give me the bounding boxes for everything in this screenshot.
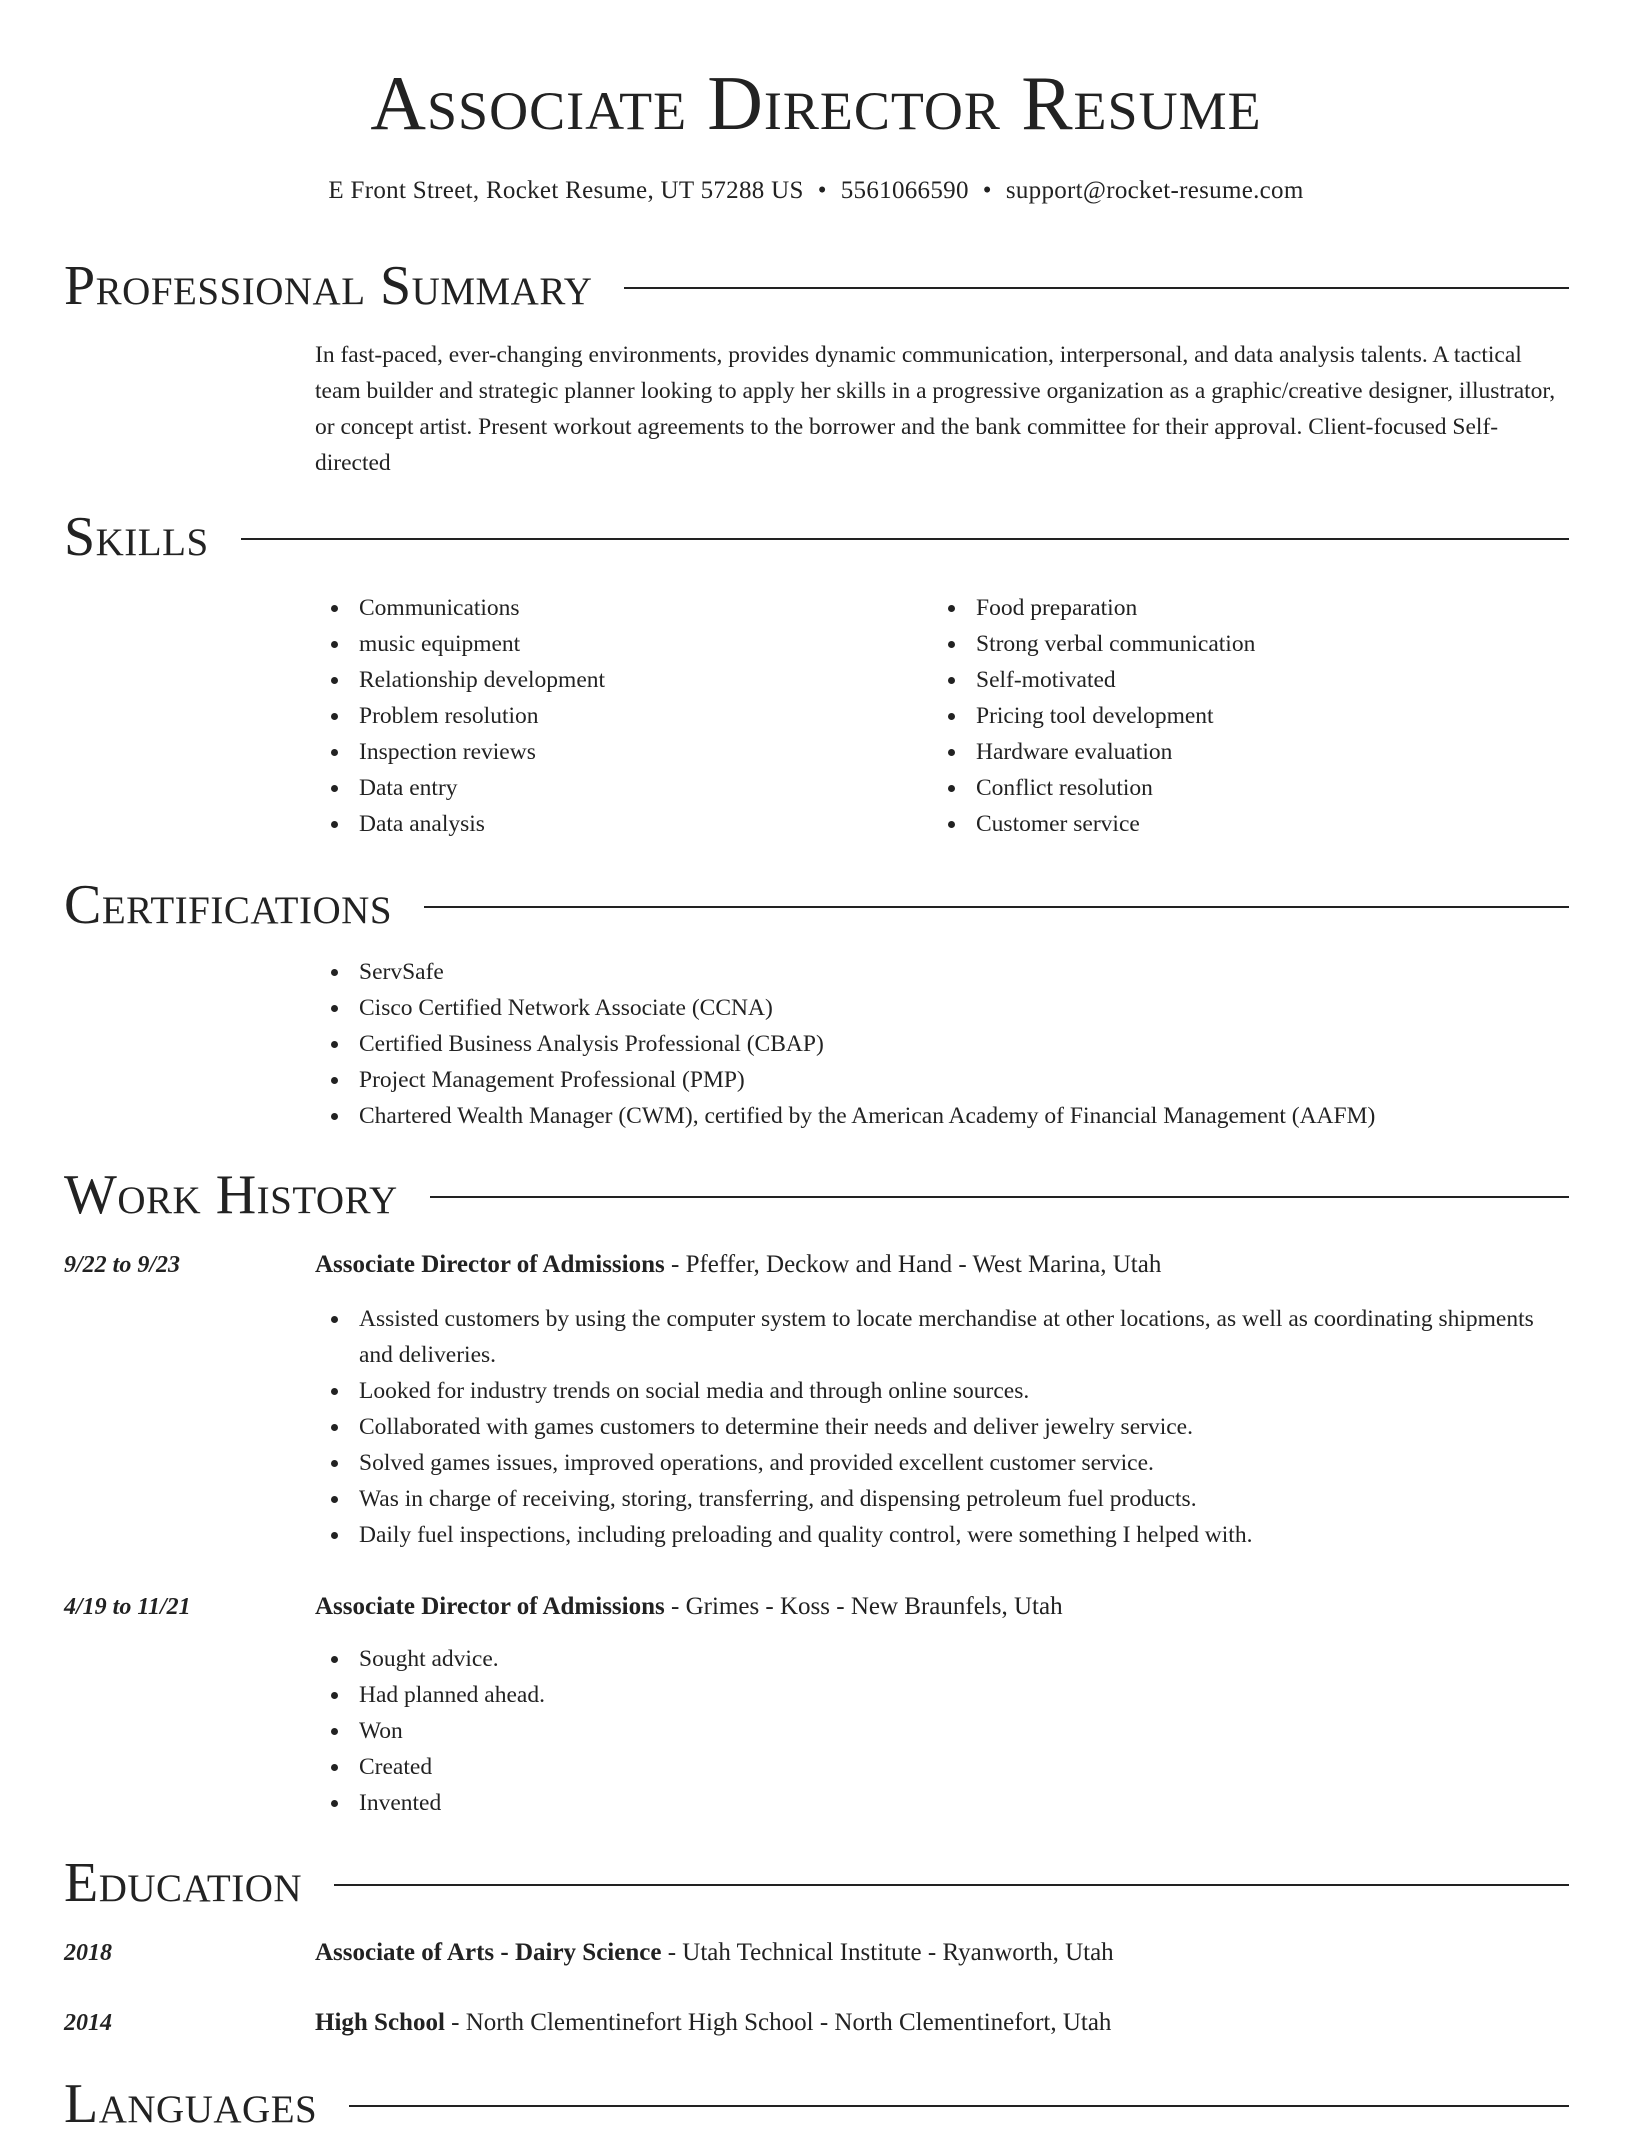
section-divider xyxy=(349,2105,1569,2107)
skill-item: music equipment xyxy=(315,626,605,662)
skill-item: Hardware evaluation xyxy=(932,734,1255,770)
section-heading: Education xyxy=(64,1852,303,1914)
job-dates: 9/22 to 9/23 xyxy=(64,1252,181,1278)
job-bullet: Assisted customers by using the computer system to locate merchandise at other locations, as well as coordinating shipments and deliveries. xyxy=(315,1301,1565,1373)
education-degree: High School xyxy=(315,2009,445,2036)
education-year: 2014 xyxy=(64,2010,112,2036)
certification-item: Chartered Wealth Manager (CWM), certified by the American Academy of Financial Management (AAFM) xyxy=(315,1098,1375,1134)
job-details: - Grimes - Koss - New Braunfels, Utah xyxy=(664,1593,1063,1620)
skill-item: Conflict resolution xyxy=(932,770,1255,806)
resume-title: Associate Director Resume xyxy=(370,60,1262,146)
job-bullets xyxy=(315,1301,1565,1553)
skill-item: Data analysis xyxy=(315,806,605,842)
section-divider xyxy=(624,287,1569,289)
skill-item: Pricing tool development xyxy=(932,698,1255,734)
job-bullets xyxy=(315,1641,1565,1821)
skill-item: Inspection reviews xyxy=(315,734,605,770)
job-bullet: Sought advice. xyxy=(315,1641,1565,1677)
job-bullet: Created xyxy=(315,1749,1565,1785)
job-bullet: Daily fuel inspections, including preloading and quality control, were something I helped with. xyxy=(315,1517,1565,1553)
education-line xyxy=(315,1935,1114,1971)
section-skills xyxy=(64,505,1569,569)
section-certifications xyxy=(64,873,1569,937)
certification-item: Cisco Certified Network Associate (CCNA) xyxy=(315,990,1375,1026)
section-work-history xyxy=(64,1163,1569,1227)
skills-list-left xyxy=(315,590,605,842)
section-divider xyxy=(424,906,1569,908)
section-heading: Professional Summary xyxy=(64,255,593,317)
certification-item: ServSafe xyxy=(315,954,1375,990)
contact-separator: • xyxy=(982,177,992,204)
section-heading: Certifications xyxy=(64,874,393,936)
section-languages xyxy=(64,2072,1569,2136)
certification-item: Project Management Professional (PMP) xyxy=(315,1062,1375,1098)
skill-item: Customer service xyxy=(932,806,1255,842)
job-dates: 4/19 to 11/21 xyxy=(64,1594,191,1620)
summary-text: In fast-paced, ever-changing environments, provides dynamic communication, interpersonal, and data analysis talents. A tactical team builder and strategic planner looking to apply her skills in a progressive organization as a graphic/creative designer, illustrator, or concept artist. Present workout agreements to the borrower and the bank committee for their approval. Client-focused Self-directed xyxy=(315,342,1556,476)
job-title-line xyxy=(315,1589,1063,1625)
contact-address: E Front Street, Rocket Resume, UT 57288 US xyxy=(328,177,804,204)
skill-item: Communications xyxy=(315,590,605,626)
section-divider xyxy=(430,1196,1569,1198)
job-bullet: Invented xyxy=(315,1785,1565,1821)
education-details: - Utah Technical Institute - Ryanworth, Utah xyxy=(661,1939,1114,1966)
skill-item: Problem resolution xyxy=(315,698,605,734)
education-line xyxy=(315,2005,1111,2041)
section-heading: Work History xyxy=(64,1164,398,1226)
job-title-line xyxy=(315,1247,1161,1283)
contact-separator: • xyxy=(817,177,827,204)
skill-item: Data entry xyxy=(315,770,605,806)
section-heading: Languages xyxy=(64,2073,318,2135)
skill-item: Relationship development xyxy=(315,662,605,698)
section-divider xyxy=(334,1884,1569,1886)
job-title: Associate Director of Admissions xyxy=(315,1593,665,1620)
job-bullet: Collaborated with games customers to determine their needs and deliver jewelry service. xyxy=(315,1409,1565,1445)
contact-email: support@rocket-resume.com xyxy=(1005,177,1304,204)
job-title: Associate Director of Admissions xyxy=(315,1251,665,1278)
job-bullet: Was in charge of receiving, storing, transferring, and dispensing petroleum fuel products. xyxy=(315,1481,1565,1517)
education-details: - North Clementinefort High School - North Clementinefort, Utah xyxy=(444,2009,1112,2036)
education-year: 2018 xyxy=(64,1940,112,1966)
skills-list-right xyxy=(932,590,1255,842)
skill-item: Strong verbal communication xyxy=(932,626,1255,662)
job-bullet: Solved games issues, improved operations, and provided excellent customer service. xyxy=(315,1445,1565,1481)
contact-line xyxy=(0,174,1632,208)
contact-phone: 5561066590 xyxy=(840,177,969,204)
job-details: - Pfeffer, Deckow and Hand - West Marina, Utah xyxy=(664,1251,1162,1278)
section-heading: Skills xyxy=(64,506,209,568)
section-divider xyxy=(241,538,1569,540)
job-bullet: Won xyxy=(315,1713,1565,1749)
job-bullet: Had planned ahead. xyxy=(315,1677,1565,1713)
section-professional-summary xyxy=(64,254,1569,318)
job-bullet: Looked for industry trends on social media and through online sources. xyxy=(315,1373,1565,1409)
skill-item: Food preparation xyxy=(932,590,1255,626)
skill-item: Self-motivated xyxy=(932,662,1255,698)
certifications-list xyxy=(315,954,1375,1134)
section-education xyxy=(64,1851,1569,1915)
education-degree: Associate of Arts - Dairy Science xyxy=(315,1939,662,1966)
certification-item: Certified Business Analysis Professional (CBAP) xyxy=(315,1026,1375,1062)
